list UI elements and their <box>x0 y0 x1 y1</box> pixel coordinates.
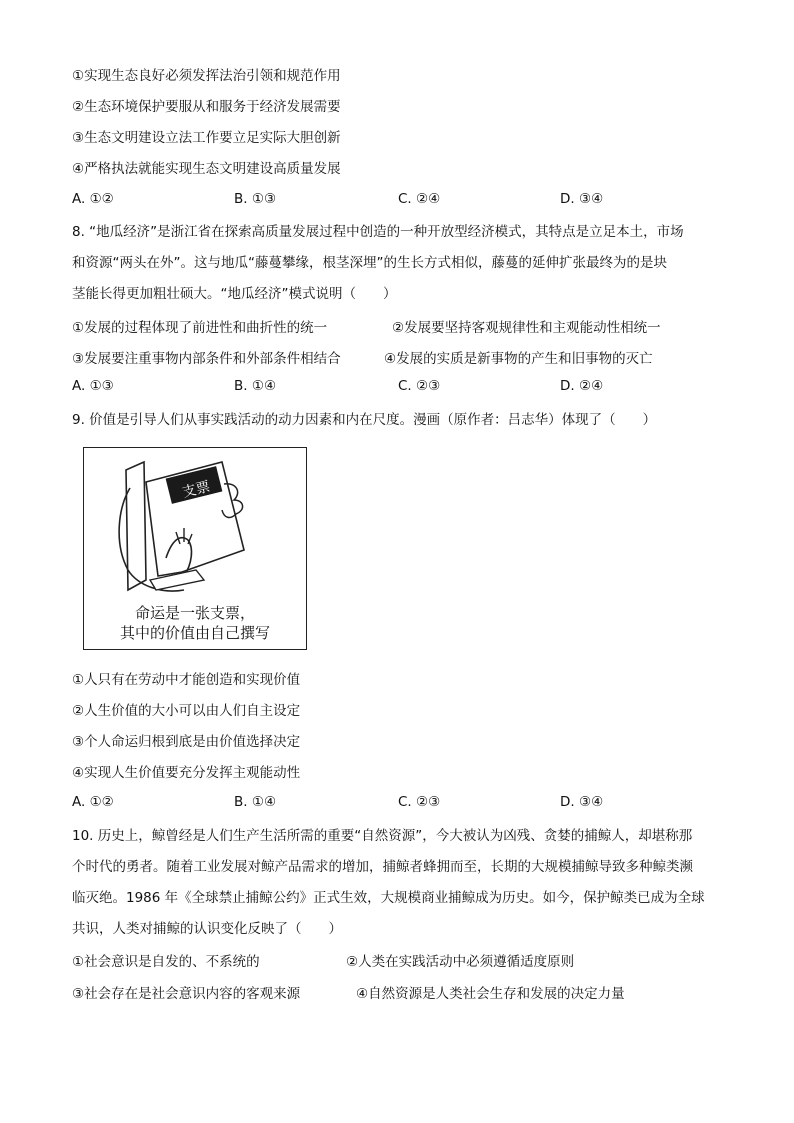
q10-statements-row-1 <box>72 950 712 970</box>
q7-statement-4: ④严格执法就能实现生态文明建设高质量发展 <box>72 161 341 177</box>
cheque-label-text: 支票 <box>180 478 212 502</box>
q7-option-c[interactable]: C. ②④ <box>398 191 441 207</box>
q8-statement-2: ②发展要坚持客观规律性和主观能动性相统一 <box>392 320 661 336</box>
cartoon-caption-line-2: 其中的价值由自己撰写 <box>119 624 270 642</box>
q9-stem: 9. 价值是引导人们从事实践活动的动力因素和内在尺度。漫画（原作者：吕志华）体现了（ ） <box>72 412 657 428</box>
q10-statement-3: ③社会存在是社会意识内容的客观来源 <box>72 986 301 1002</box>
q10-stem-line-4: 共识，人类对捕鲸的认识变化反映了（ ） <box>72 921 342 937</box>
q8-statement-1: ①发展的过程体现了前进性和曲折性的统一 <box>72 320 328 336</box>
q8-options <box>72 378 692 398</box>
q8-statements-row-2 <box>72 347 712 367</box>
q10-statements-row-2 <box>72 982 712 1002</box>
q10-statement-4: ④自然资源是人类社会生存和发展的决定力量 <box>356 986 625 1002</box>
q8-stem-line-2: 和资源“两头在外”。这与地瓜“藤蔓攀缘，根茎深埋”的生长方式相似，藤蔓的延伸扩张最终为的是块 <box>72 255 667 271</box>
q10-stem-line-2: 个时代的勇者。随着工业发展对鲸产品需求的增加，捕鲸者蜂拥而至，长期的大规模捕鲸导致多种鲸类濒 <box>72 859 693 875</box>
q8-statement-3: ③发展要注重事物内部条件和外部条件相结合 <box>72 351 341 367</box>
q7-option-a[interactable]: A. ①② <box>72 191 114 207</box>
q7-options <box>72 191 692 211</box>
q9-statement-2: ②人生价值的大小可以由人们自主设定 <box>72 703 301 719</box>
q10-statement-2: ②人类在实践活动中必须遵循适度原则 <box>346 954 575 970</box>
q8-option-c[interactable]: C. ②③ <box>398 378 441 394</box>
q9-option-d[interactable]: D. ③④ <box>560 794 604 810</box>
q9-statement-1: ①人只有在劳动中才能创造和实现价值 <box>72 672 301 688</box>
q9-statement-3: ③个人命运归根到底是由价值选择决定 <box>72 734 301 750</box>
q7-option-b[interactable]: B. ①③ <box>234 191 277 207</box>
q8-statement-4: ④发展的实质是新事物的产生和旧事物的灭亡 <box>384 351 653 367</box>
q8-stem-line-1: 8. “地瓜经济”是浙江省在探索高质量发展过程中创造的一种开放型经济模式，其特点是立足本土，市场 <box>72 224 684 240</box>
q7-statement-2: ②生态环境保护要服从和服务于经济发展需要 <box>72 99 341 115</box>
q9-option-b[interactable]: B. ①④ <box>234 794 277 810</box>
q8-option-a[interactable]: A. ①③ <box>72 378 114 394</box>
q10-stem-line-3: 临灭绝。1986 年《全球禁止捕鲸公约》正式生效，大规模商业捕鲸成为历史。如今，保护鲸类已成为全球 <box>72 890 705 906</box>
q9-option-a[interactable]: A. ①② <box>72 794 114 810</box>
q9-option-c[interactable]: C. ②③ <box>398 794 441 810</box>
q8-stem-line-3: 茎能长得更加粗壮硕大。“地瓜经济”模式说明（ ） <box>72 286 397 302</box>
q9-statement-4: ④实现人生价值要充分发挥主观能动性 <box>72 765 301 781</box>
q10-stem-line-1: 10. 历史上，鲸曾经是人们生产生活所需的重要“自然资源”，今大被认为凶残、贪婪的捕鲸人，却堪称那 <box>72 828 693 844</box>
cartoon-caption-line-1: 命运是一张支票， <box>134 604 255 622</box>
q7-statement-1: ①实现生态良好必须发挥法治引领和规范作用 <box>72 68 341 84</box>
q8-option-b[interactable]: B. ①④ <box>234 378 277 394</box>
q7-option-d[interactable]: D. ③④ <box>560 191 604 207</box>
q9-cartoon <box>83 447 307 650</box>
q7-statement-3: ③生态文明建设立法工作要立足实际大胆创新 <box>72 130 341 146</box>
q9-options <box>72 794 692 814</box>
q8-statements-row-1 <box>72 316 712 336</box>
q10-statement-1: ①社会意识是自发的、不系统的 <box>72 954 260 970</box>
q8-option-d[interactable]: D. ②④ <box>560 378 604 394</box>
